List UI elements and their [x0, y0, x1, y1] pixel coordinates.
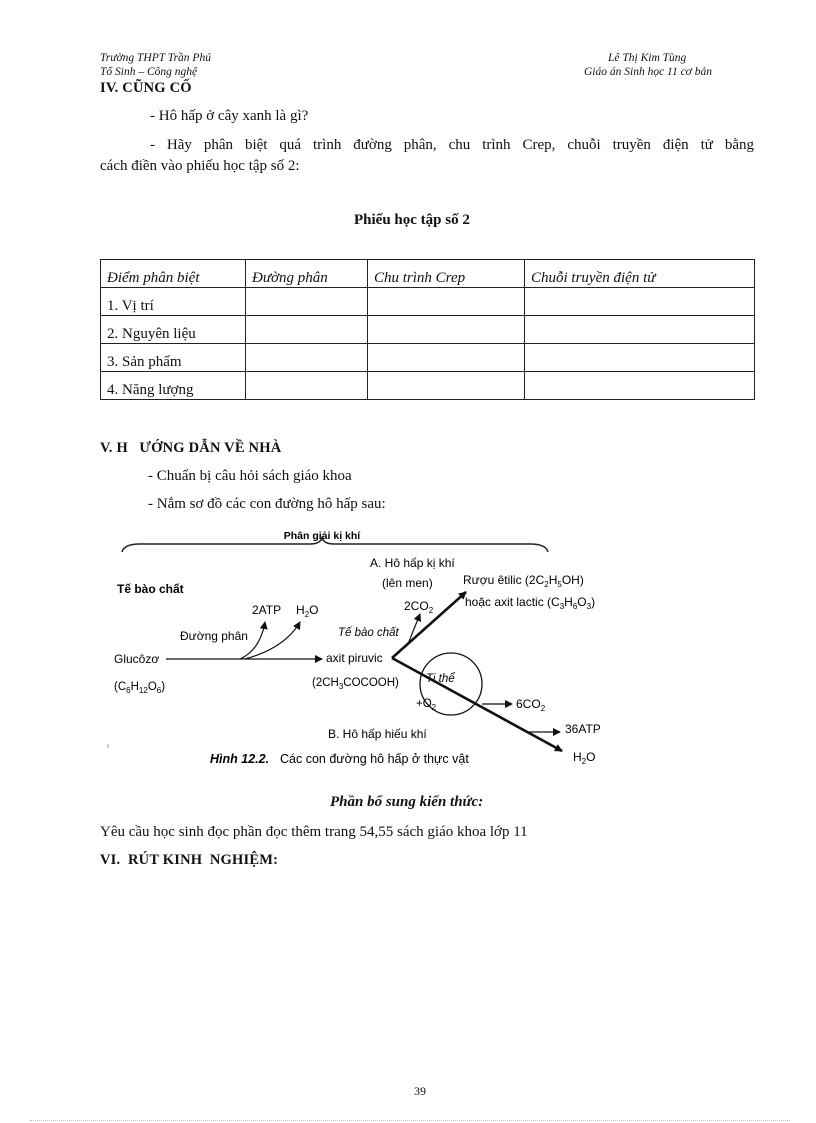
table-cell	[525, 372, 755, 400]
header-department: Tổ Sinh – Công nghệ	[100, 66, 198, 78]
co2-6-label: $6CO_2$	[516, 697, 546, 713]
brace-label: Phân giải kị khí	[283, 530, 361, 542]
page-number: 39	[414, 1084, 426, 1098]
header-cell: Đường phân	[246, 260, 368, 288]
table-row	[101, 316, 755, 344]
ethanol-label: Rượu êtilic $(2C_2H_5OH)$	[463, 573, 584, 589]
glucose-label: Glucôzơ	[114, 652, 160, 666]
table-cell	[525, 344, 755, 372]
supplement-text: Yêu cầu học sinh đọc phần đọc thêm trang 54,55 sách giáo khoa lớp 11	[100, 824, 528, 840]
section-6-title: VI. RÚT KINH NGHIỆM:	[100, 852, 279, 868]
water-arrow	[245, 622, 300, 659]
table-cell	[368, 288, 525, 316]
table-cell	[525, 288, 755, 316]
header-cell: Chuỗi truyền điện tử	[525, 260, 755, 288]
table-cell	[368, 372, 525, 400]
h2o-label: $H_2O$	[296, 603, 319, 619]
cytoplasm-label: Tế bào chất	[117, 582, 184, 596]
mitochondria-label: Ti thể	[426, 673, 455, 685]
fermentation-sub: (lên men)	[382, 576, 433, 590]
table-cell	[246, 372, 368, 400]
table-cell	[368, 344, 525, 372]
table-header-row	[101, 260, 755, 288]
worksheet-title: Phiếu học tập số 2	[354, 212, 470, 228]
header-author: Lê Thị Kim Tùng	[608, 52, 687, 64]
row-label: 4. Năng lượng	[101, 372, 246, 400]
homework-item-2: - Nắm sơ đồ các con đường hô hấp sau:	[148, 496, 386, 512]
header-cell: Chu trình Crep	[368, 260, 525, 288]
caption-text: Các con đường hô hấp ở thực vật	[280, 752, 469, 766]
supplement-title: Phần bổ sung kiến thức:	[330, 794, 484, 810]
header-school: Trường THPT Trần Phú	[100, 52, 211, 64]
lactic-label: hoặc axit lactic $(C_3H_6O_3)$	[465, 595, 596, 611]
table-cell	[525, 316, 755, 344]
glycolysis-label: Đường phân	[180, 629, 248, 643]
header-cell: Điểm phân biệt	[101, 260, 246, 288]
o2-label: $+O_2$	[416, 698, 437, 712]
table-row	[101, 372, 755, 400]
pyruvic-formula: $(2CH_3COCOOH)$	[312, 677, 399, 691]
section-5-title: V. H ƯỚNG DẪN VỀ NHÀ	[100, 440, 282, 456]
row-label: 3. Sản phẩm	[101, 344, 246, 372]
table-cell	[246, 316, 368, 344]
fermentation-title: A. Hô hấp kị khí	[370, 556, 455, 570]
table-cell	[246, 344, 368, 372]
worksheet-table	[100, 259, 755, 400]
row-label: 1. Vị trí	[101, 288, 246, 316]
row-label: 2. Nguyên liệu	[101, 316, 246, 344]
atp2-label: 2ATP	[252, 603, 282, 617]
respiration-diagram	[100, 520, 640, 775]
caption-number: Hình 12.2.	[210, 752, 270, 766]
bottom-rule	[30, 1120, 790, 1121]
h2o-2-label: $H_2O$	[573, 750, 596, 766]
homework-item-1: - Chuẩn bị câu hỏi sách giáo khoa	[148, 468, 352, 484]
question-2-line-2: cách điền vào phiếu học tập số 2:	[100, 158, 300, 174]
table-row	[101, 344, 755, 372]
aerobic-label: B. Hô hấp hiếu khí	[328, 727, 427, 741]
header-course: Giáo án Sinh học 11 cơ bản	[584, 66, 712, 78]
question-1: - Hô hấp ở cây xanh là gì?	[150, 108, 309, 124]
glucose-formula: $(C_6H_{12}O_6)$	[114, 681, 166, 695]
table-cell	[368, 316, 525, 344]
atp36-label: 36ATP	[565, 722, 601, 736]
question-2-line-1: - Hãy phân biệt quá trình đường phân, chu trình Crep, chuỗi truyền điện tử bằng	[150, 137, 754, 153]
cytoplasm-label-2: Tế bào chất	[338, 627, 399, 639]
table-cell	[246, 288, 368, 316]
pyruvic-label: axit piruvic	[326, 651, 383, 665]
co2-label: $2CO_2$	[404, 599, 434, 615]
section-4-title: IV. CŨNG CỐ	[100, 80, 192, 96]
table-row	[101, 288, 755, 316]
